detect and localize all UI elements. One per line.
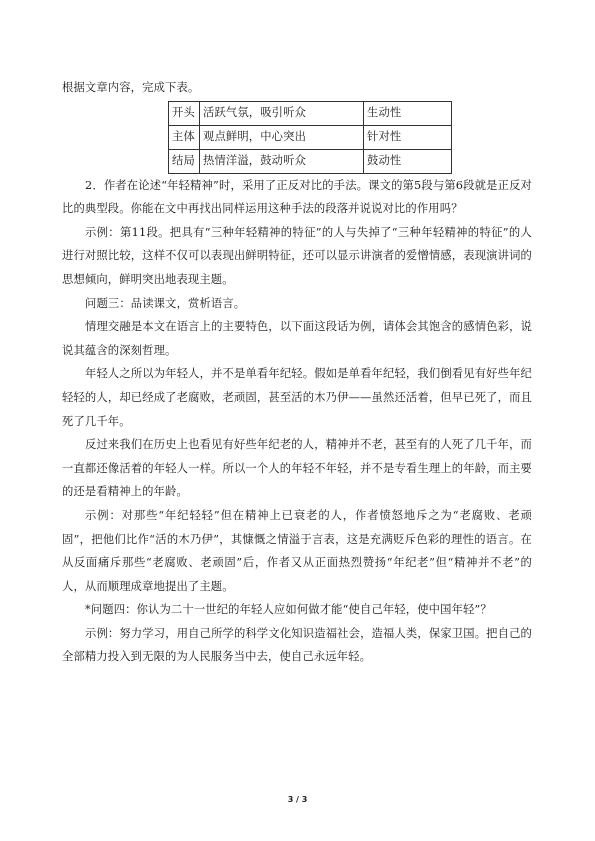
- table-cell: 观点鲜明，中心突出: [200, 125, 364, 149]
- table-cell: 活跃气氛，吸引听众: [200, 101, 364, 125]
- table-cell: 结局: [169, 149, 200, 173]
- table-cell: 生动性: [364, 101, 452, 125]
- table-cell: 鼓动性: [364, 149, 452, 173]
- summary-table: [168, 101, 452, 174]
- answer-example: 示例：努力学习，用自己所学的科学文化知识造福社会，造福人类，保家卫国。把自己的全部精力投入到无限的为人民服务当中去，使自己永远年轻。: [62, 626, 532, 664]
- question-four: *问题四：你认为二十一世纪的年轻人应如何做才能“使自己年轻，使中国年轻”？: [85, 603, 492, 617]
- answer-example: 示例：第11段。把具有“三种年轻精神的特征”的人与失掉了“三种年轻精神的特征”的人进行对照比较，这样不仅可以表现出鲜明特征，还可以显示讲演者的爱憎情感，表现演讲词的思想倾向，鲜明突出地表现主题。: [62, 225, 532, 286]
- quoted-passage: 反过来我们在历史上也看见有好些年纪老的人，精神并不老，甚至有的人死了几千年，而一直都还像活着的年轻人一样。所以一个人的年轻不年轻，并不是专看生理上的年龄，而主要的还是看精神上的年龄。: [62, 438, 532, 499]
- table-cell: 热情洋溢，鼓动听众: [200, 149, 364, 173]
- table-intro: 根据文章内容，完成下表。: [62, 81, 200, 94]
- table-row: [169, 149, 452, 173]
- table-cell: 主体: [169, 125, 200, 149]
- page-content: [62, 76, 532, 669]
- question-three-heading: 问题三：品读课文，赏析语言。: [85, 296, 246, 310]
- quoted-passage: 年轻人之所以为年轻人，并不是单看年纪轻。假如是单看年纪轻，我们倒看见有好些年纪轻轻的人，却已经成了老腐败，老顽固，甚至活的木乃伊——虽然还活着，但早已死了，而且死了几千年。: [62, 367, 532, 428]
- table-cell: 针对性: [364, 125, 452, 149]
- table-row: [169, 125, 452, 149]
- table-row: [169, 101, 452, 125]
- question-three-prompt: 情理交融是本文在语言上的主要特色，以下面这段话为例，请体会其饱含的感情色彩，说说其蕴含的深刻哲理。: [62, 320, 532, 357]
- table-cell: 开头: [169, 101, 200, 125]
- page-number: 3 / 3: [287, 795, 308, 804]
- answer-example: 示例：对那些“年纪轻轻”但在精神上已衰老的人，作者愤怒地斥之为“老腐败、老顽固”，把他们比作“活的木乃伊”，其慷慨之情溢于言表，这是充满贬斥色彩的理性的语言。在从反面痛斥那些“老腐败、老顽固”后，作者又从正面热烈赞扬“年纪老”但“精神并不老”的人，从而顺理成章地提出了主题。: [62, 508, 532, 593]
- question-two: 2．作者在论述“年轻精神”时，采用了正反对比的手法。课文的第5段与第6段就是正反对比的典型段。你能在文中再找出同样运用这种手法的段落并说说对比的作用吗？: [62, 178, 532, 216]
